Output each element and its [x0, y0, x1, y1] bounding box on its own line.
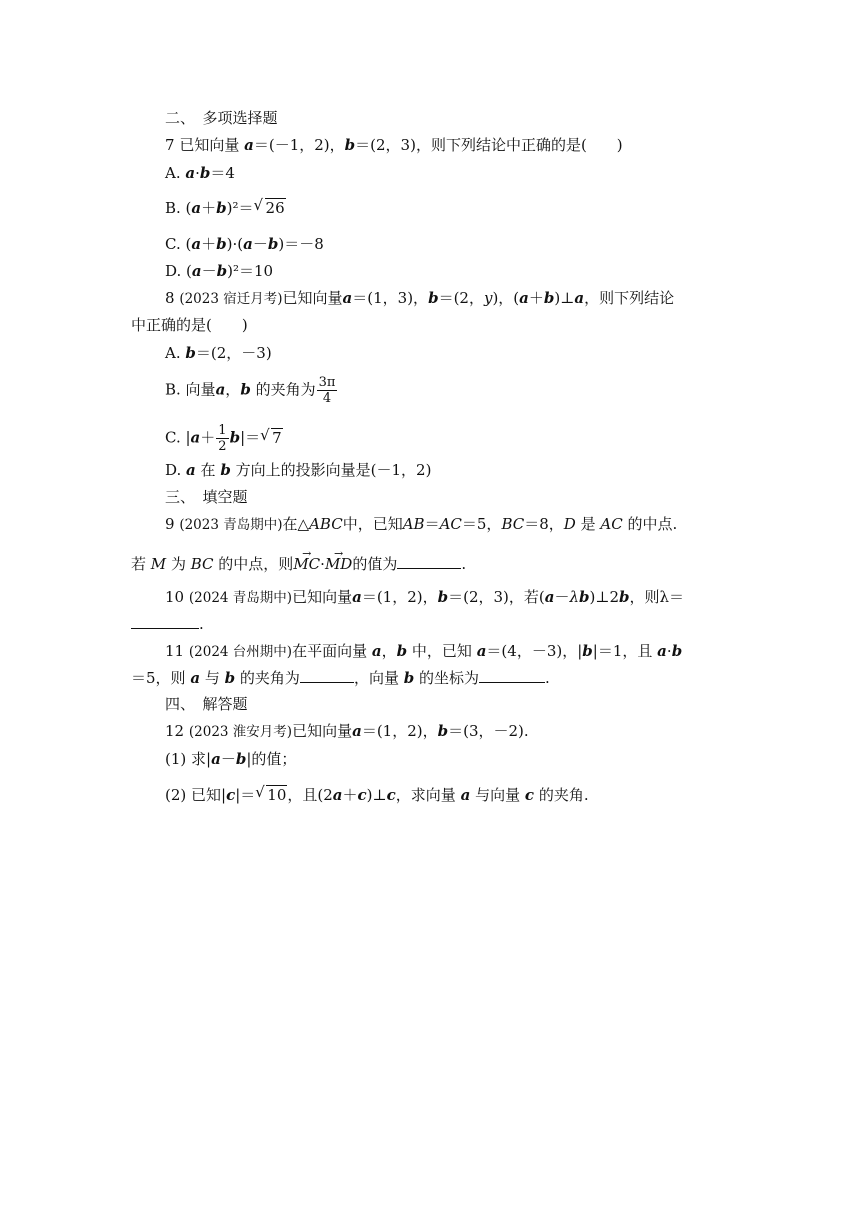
question-11-source: (2024 台州期中) [188, 644, 293, 660]
sqrt-symbol: √ 7 [260, 425, 282, 447]
question-10-stem-line2: . [131, 614, 204, 634]
question-7-option-a: A. a·b＝4 [165, 164, 235, 182]
question-12-source: (2023 淮安月考) [188, 724, 293, 740]
question-7-option-d: D. (a－b)²＝10 [165, 262, 274, 280]
question-7-stem: 7 已知向量 a＝(－1，2)，b＝(2，3)，则下列结论中正确的是( ) [165, 136, 623, 154]
question-9-stem-line2: 若 M 为 BC 的中点，则→ MC·→ MD的值为 . [131, 554, 466, 574]
fraction-3pi-over-4: $\frac{3\pi}{4}$ [318, 375, 336, 406]
question-12-stem: 12 (2023 淮安月考)已知向量a＝(1，2)，b＝(3，－2). [165, 722, 529, 740]
question-8-option-c: C. |a＋ $\frac{1}{2}$ b|＝ √ 7 [165, 423, 282, 454]
question-8-stem-line2: 中正确的是( ) [131, 316, 248, 334]
question-11-stem-line2: ＝5，则 a 与 b 的夹角为 ，向量 b 的坐标为 . [131, 669, 550, 687]
question-9-stem: 9 (2023 青岛期中)在△ABC中，已知AB＝AC＝5，BC＝8，D 是 AC 的中点. [165, 515, 678, 533]
vector-mc: → MC [293, 554, 320, 574]
question-11-stem: 11 (2024 台州期中)在平面向量 a，b 中，已知 a＝(4，－3)，|b|＝1，且 a·b [165, 642, 683, 660]
question-8-option-b: B. 向量a，b 的夹角为 $\frac{3\pi}{4}$ [165, 375, 336, 406]
answer-blank[interactable] [300, 668, 354, 683]
question-7-option-b: B. (a＋b)²＝ √ 26 [165, 196, 285, 217]
answer-blank[interactable] [131, 614, 199, 629]
question-10-source: (2024 青岛期中) [188, 590, 293, 606]
question-10-stem: 10 (2024 青岛期中)已知向量a＝(1，2)，b＝(2，3)，若(a－λb)⊥2b，则λ＝ [165, 588, 685, 606]
section-heading-fill-in: 三、 填空题 [165, 488, 248, 506]
question-12-part-2: (2) 已知|c|＝ √ 10，且(2a＋c)⊥c，求向量 a 与向量 c 的夹角. [165, 783, 589, 804]
question-8-option-d: D. a 在 b 方向上的投影向量是(－1，2) [165, 461, 432, 479]
question-12-part-1: (1) 求|a－b|的值； [165, 750, 297, 768]
fraction-one-half: $\frac{1}{2}$ [218, 423, 227, 454]
question-8-source: (2023 宿迁月考) [179, 291, 283, 307]
question-8-option-a: A. b＝(2，－3) [165, 344, 272, 362]
question-7-option-c: C. (a＋b)·(a－b)＝－8 [165, 235, 324, 253]
vector-md: → MD [325, 554, 352, 574]
answer-blank[interactable] [397, 554, 461, 569]
question-8-stem: 8 (2023 宿迁月考)已知向量a＝(1，3)，b＝(2，y)，(a＋b)⊥a，则下列结论 [165, 289, 675, 307]
question-9-source: (2023 青岛期中) [179, 517, 283, 533]
section-heading-multiple-choice: 二、 多项选择题 [165, 109, 278, 127]
sqrt-symbol: √ 10 [255, 783, 287, 804]
sqrt-symbol: √ 26 [253, 196, 285, 217]
answer-blank[interactable] [479, 668, 545, 683]
section-heading-answer: 四、 解答题 [165, 695, 248, 713]
